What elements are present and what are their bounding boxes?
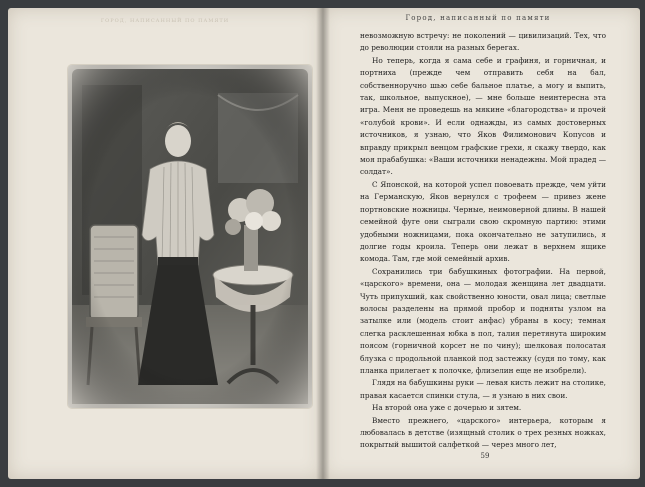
vintage-portrait-photo <box>68 65 312 408</box>
left-running-header: ГОРОД, НАПИСАННЫЙ ПО ПАМЯТИ <box>100 18 230 24</box>
paragraph: Глядя на бабушкины руки — левая кисть лежит на столике, правая касается спинки стула, — я узнаю в них свои. <box>360 378 606 400</box>
paragraph: На второй она уже с дочерью и зятем. <box>372 403 522 413</box>
running-header: Город, написанный по памяти <box>405 14 551 22</box>
body-text <box>360 30 606 452</box>
paragraph: Но теперь, когда я сама себе и графиня, и горничная, и портниха (прежде чем отправить себя на бал, собственноручно шью себе бальное платье, а могу и выпить, так, школьное, выпускное), — мне больше неинтересна эта игра. Меня не проведешь на мякине «благородства» и прочей «голубой крови». И если однажды, из самых достоверных источников, я узнаю, что Яков Филимонович Копусов и вправду прикрыл венцом графские грехи, я скажу твердо, как моя прабабушка: «Ваши источники ненадежны. Мой прадед — солдат». <box>360 55 606 177</box>
page-number: 59 <box>480 452 490 460</box>
paragraph: С Японской, на которой успел повоевать прежде, чем уйти на Германскую, Яков вернулся с трофеем — привез жене портновские ножницы. Черные, неимоверной длины. В нашей семейной фуге они сыграли свою скромную партию: этими удобными ножницами, пока окончательно не затупились, я долгие годы кроила. Теперь они лежат в верхнем ящике комода. Там, где мой семейный архив. <box>360 179 606 264</box>
paragraph: Вместо прежнего, «царского» интерьера, которым я любовалась в детстве (изящный столик о трех резных ножках, покрытый вышитой салфеткой — через много лет, <box>360 415 606 450</box>
paragraph: Сохранились три бабушкиных фотографии. На первой, «царского» времени, она — молодая женщина лет двадцати. Чуть припухший, как свойственно юности, овал лица; светлые волосы разделены на прямой пробор и подняты узлом на затылке или (модель стоит анфас) убраны в косу; темная слегка расклешенная юбка в пол, талия перетянута широким поясом (горничной корсет не по чину); шелковая полосатая блузка с продольной планкой под застежку (судя по тому, как планка прилегает к полочке, флизелин еще не изобрели). <box>360 266 606 375</box>
paragraph: невозможную встречу: не поколений — цивилизаций. Тех, что до революции стояли на разных берегах. <box>360 31 606 53</box>
portrait-illustration <box>68 65 312 408</box>
book-gutter <box>316 8 330 479</box>
